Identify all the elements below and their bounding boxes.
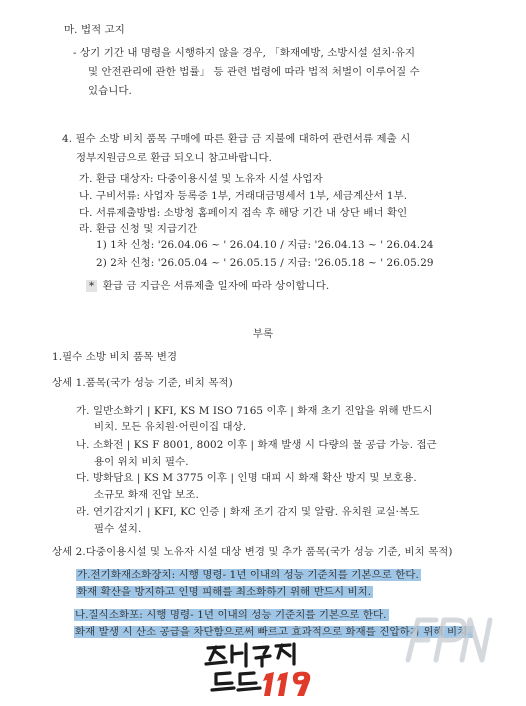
highlight-text: 화재 확산을 방지하고 인명 피해를 최소화하기 위해 반드시 비치. bbox=[77, 586, 372, 598]
note-asterisk: * bbox=[86, 280, 97, 292]
highlighted-line-3 bbox=[74, 608, 389, 622]
appendix-section-1: 1.필수 소방 비치 품목 변경 bbox=[52, 351, 178, 363]
highlighted-line-2 bbox=[76, 585, 373, 599]
slogan-119-logo bbox=[202, 640, 320, 700]
item4-da: 다. 서류제출방법: 소방청 홈페이지 접속 후 해당 기간 내 상단 배너 확인 bbox=[79, 207, 408, 219]
item4-round-1: 1) 1차 신청: '26.04.06 ~ ' 26.04.10 / 지급: '26.04.13 ~ ' 26.04.24 bbox=[96, 239, 434, 251]
list-item: 나. 소화전 | KS F 8001, 8002 이후 | 화재 발생 시 다량의 물 공급 가능. 접근 bbox=[76, 439, 437, 451]
highlight-text: 나.질식소화포: 시행 명령- 1년 이내의 성능 기준치를 기본으로 한다. bbox=[75, 609, 387, 621]
section-ma-line-2: 및 안전관리에 관한 법률」 등 관련 법령에 따라 법적 처벌이 이루어질 수 bbox=[88, 66, 420, 78]
list-item: 다. 방화담요 | KS M 3775 이후 | 인명 대피 시 화재 확산 방지 및 보호용. bbox=[76, 472, 417, 484]
item4-intro-line-2: 정부지원금으로 환급 되오니 참고바랍니다. bbox=[76, 152, 273, 164]
highlighted-line-1 bbox=[76, 568, 421, 582]
item4-ra: 라. 환급 신청 및 지급기간 bbox=[79, 223, 198, 235]
item4-note-text: 환급 금 지급은 서류제출 일자에 따라 상이합니다. bbox=[102, 280, 330, 292]
list-item-cont: 비치. 모든 유치원·어린이집 대상. bbox=[94, 421, 247, 433]
item4-round-2: 2) 2차 신청: '26.05.04 ~ ' 26.05.15 / 지급: '26.05.18 ~ ' 26.05.29 bbox=[96, 257, 434, 269]
list-item-cont: 필수 설치. bbox=[94, 523, 142, 535]
list-item-cont: 소규모 화재 진압 보조. bbox=[94, 489, 199, 501]
list-item: 라. 연기감지기 | KFI, KC 인증 | 화재 조기 감지 및 알람. 유치원 교실·복도 bbox=[76, 506, 420, 518]
list-item-cont: 용이 위치 비치 필수. bbox=[94, 456, 189, 468]
highlight-text: 가.전기화재소화장치: 시행 명령- 1년 이내의 성능 기준치를 기본으로 한다. bbox=[77, 569, 419, 581]
section-ma-line-1: - 상기 기간 내 명령을 시행하지 않을 경우, 「화재예방, 소방시설 설치·유지 bbox=[73, 47, 416, 59]
appendix-title: 부록 bbox=[252, 328, 274, 340]
item4-na: 나. 구비서류: 사업자 등록증 1부, 거래대금명세서 1부, 세금계산서 1부. bbox=[79, 190, 408, 202]
section-ma-line-3: 있습니다. bbox=[88, 85, 132, 97]
section-ma-heading: 마. 법적 고지 bbox=[64, 24, 125, 36]
item4-note bbox=[86, 279, 329, 293]
item4-intro-line-1: 4. 필수 소방 비치 품목 구매에 따른 환급 금 지불에 대하여 관련서류 제출 시 bbox=[62, 133, 411, 145]
appendix-detail-1: 상세 1.품목(국가 성능 기준, 비치 목적) bbox=[52, 377, 233, 389]
highlight-text: 화재 발생 시 산소 공급을 차단함으로써 빠르고 효과적으로 화재를 진압하기 위해 비치. bbox=[75, 626, 471, 638]
item4-ga: 가. 환급 대상자: 다중이용시설 및 노유자 시설 사업자 bbox=[79, 173, 323, 185]
list-item: 가. 일반소화기 | KFI, KS M ISO 7165 이후 | 화재 초기 진압을 위해 반드시 bbox=[76, 405, 433, 417]
appendix-detail-2: 상세 2.다중이용시설 및 노유자 시설 대상 변경 및 추가 품목(국가 성능 기준, 비치 목적) bbox=[52, 546, 453, 558]
fpn-watermark-logo bbox=[398, 606, 494, 670]
